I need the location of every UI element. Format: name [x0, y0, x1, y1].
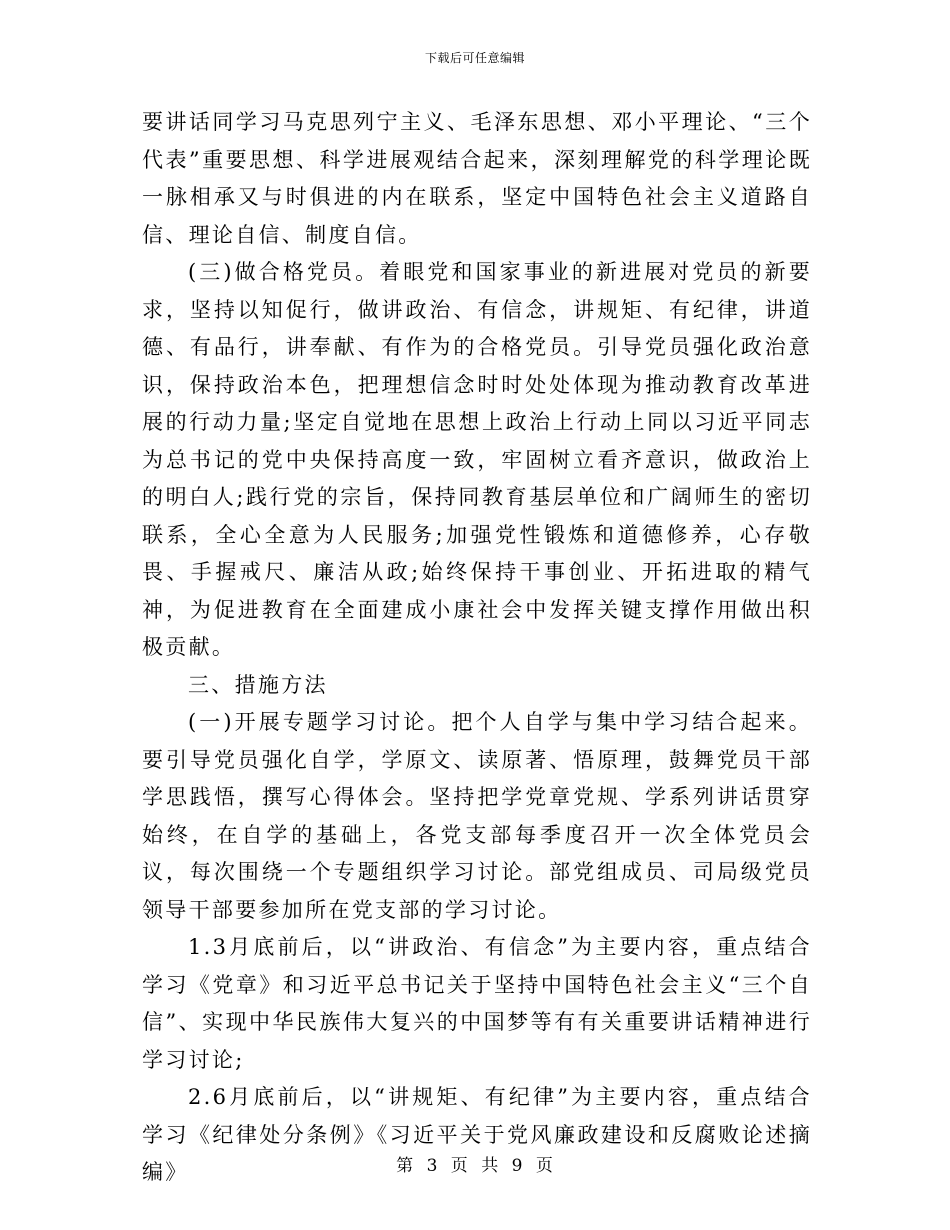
list-item-june: 2.6月底前后，以“讲规矩、有纪律”为主要内容，重点结合学习《纪律处分条例》《习近平关于党风廉政建设和反腐败论述摘编》	[142, 1085, 812, 1184]
list-item-march: 1.3月底前后，以“讲政治、有信念”为主要内容，重点结合学习《党章》和习近平总书记关于坚持中国特色社会主义“三个自信”、实现中华民族伟大复兴的中国梦等有有关重要讲话精神进行学习讨论;	[142, 935, 812, 1072]
page-number: 第 3 页 共 9 页	[396, 1156, 554, 1176]
paragraph-study-discussion: (一)开展专题学习讨论。把个人自学与集中学习结合起来。要引导党员强化自学，学原文、读原著、悟原理，鼓舞党员干部学思践悟，撰写心得体会。坚持把学党章党规、学系列讲话贯穿始终，在自学的基础上，各党支部每季度召开一次全体党员会议，每次围绕一个专题组织学习讨论。部党组成员、司局级党员领导干部要参加所在党支部的学习讨论。	[142, 710, 812, 922]
header-note: 下载后可任意编辑	[424, 51, 525, 65]
paragraph-continuation: 要讲话同学习马克思列宁主义、毛泽东思想、邓小平理论、“三个代表”重要思想、科学进展观结合起来，深刻理解党的科学理论既一脉相承又与时俱进的内在联系，坚定中国特色社会主义道路自信、理论自信、制度自信。	[142, 110, 812, 247]
paragraph-qualified-member: (三)做合格党员。着眼党和国家事业的新进展对党员的新要求，坚持以知促行，做讲政治、有信念，讲规矩、有纪律，讲道德、有品行，讲奉献、有作为的合格党员。引导党员强化政治意识，保持政治本色，把理想信念时时处处体现为推动教育改革进展的行动力量;坚定自觉地在思想上政治上行动上同以习近平同志为总书记的党中央保持高度一致，牢固树立看齐意识，做政治上的明白人;践行党的宗旨，保持同教育基层单位和广阔师生的密切联系，全心全意为人民服务;加强党性锻炼和道德修养，心存敬畏、手握戒尺、廉洁从政;始终保持干事创业、开拓进取的精气神，为促进教育在全面建成小康社会中发挥关键支撑作用做出积极贡献。	[142, 260, 812, 659]
section-heading-measures: 三、措施方法	[188, 672, 328, 697]
document-body	[142, 104, 812, 1192]
